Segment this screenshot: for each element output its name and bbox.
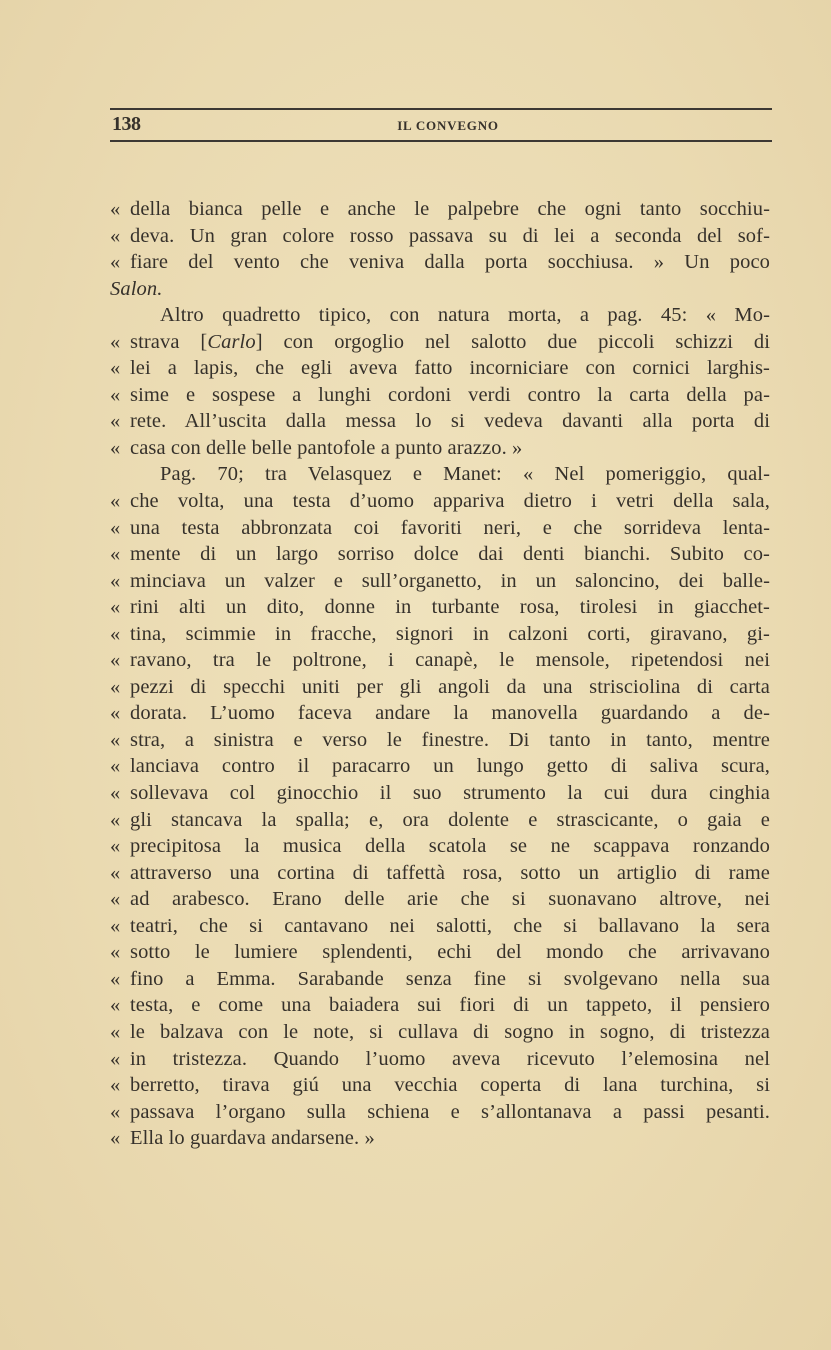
line-text: sotto le lumiere splendenti, echi del mondo che arrivavano bbox=[130, 941, 770, 964]
text-line bbox=[110, 1099, 770, 1126]
quote-mark: « bbox=[110, 622, 121, 645]
running-title: IL CONVEGNO bbox=[397, 118, 499, 133]
line-text: berretto, tirava giú una vecchia coperta di lana turchina, si bbox=[130, 1074, 770, 1097]
quote-mark: « bbox=[110, 436, 121, 459]
text-line bbox=[110, 913, 770, 940]
line-text: casa con delle belle pantofole a punto arazzo. » bbox=[130, 436, 523, 459]
line-text: rete. All’uscita dalla messa lo si vedeva davanti alla porta di bbox=[130, 410, 770, 433]
line-text: attraverso una cortina di taffettà rosa, sotto un artiglio di rame bbox=[130, 861, 770, 884]
line-text: sime e sospese a lunghi cordoni verdi contro la carta della pa- bbox=[130, 383, 770, 406]
line-text: passava l’organo sulla schiena e s’allontanava a passi pesanti. bbox=[130, 1100, 770, 1123]
running-header bbox=[110, 108, 772, 142]
quote-mark: « bbox=[110, 1020, 121, 1043]
quote-mark: « bbox=[110, 755, 121, 778]
text-line bbox=[110, 1072, 770, 1099]
text-line bbox=[110, 408, 770, 435]
quote-mark: « bbox=[110, 702, 121, 725]
quote-mark: « bbox=[110, 914, 121, 937]
quote-mark: « bbox=[110, 596, 121, 619]
text-line bbox=[110, 621, 770, 648]
quote-mark: « bbox=[110, 808, 121, 831]
line-text: precipitosa la musica della scatola se ne scappava ronzando bbox=[130, 835, 770, 858]
quote-mark: « bbox=[110, 994, 121, 1017]
line-text: le balzava con le note, si cullava di sogno in sogno, di tristezza bbox=[130, 1020, 770, 1043]
line-text: teatri, che si cantavano nei salotti, che si ballavano la sera bbox=[130, 914, 770, 937]
quote-mark: « bbox=[110, 1074, 121, 1097]
quote-mark: « bbox=[110, 728, 121, 751]
text-line bbox=[110, 435, 770, 462]
text-line bbox=[110, 833, 770, 860]
text-line bbox=[110, 1046, 770, 1073]
line-text: tina, scimmie in fracche, signori in calzoni corti, giravano, gi- bbox=[130, 622, 770, 645]
quote-mark: « bbox=[110, 490, 121, 513]
text-line bbox=[110, 223, 770, 250]
line-text: della bianca pelle e anche le palpebre che ogni tanto socchiu- bbox=[130, 198, 770, 220]
line-text: testa, e come una baiadera sui fiori di un tappeto, il pensiero bbox=[130, 994, 770, 1017]
quote-mark: « bbox=[110, 649, 121, 672]
line-text: deva. Un gran colore rosso passava su di lei a seconda del sof- bbox=[130, 224, 770, 247]
quote-mark: « bbox=[110, 782, 121, 805]
text-line bbox=[110, 966, 770, 993]
text-line bbox=[110, 594, 770, 621]
line-text: minciava un valzer e sull’organetto, in un saloncino, dei balle- bbox=[130, 569, 770, 592]
line-text: ] con orgoglio nel salotto due piccoli schizzi di bbox=[255, 330, 771, 353]
line-text: Salon. bbox=[110, 277, 163, 300]
line-text: ravano, tra le poltrone, i canapè, le mensole, ripetendosi nei bbox=[130, 649, 770, 672]
text-line bbox=[110, 860, 770, 887]
text-line bbox=[110, 461, 770, 488]
line-text: sollevava col ginocchio il suo strumento la cui dura cinghia bbox=[130, 782, 770, 805]
text-line bbox=[110, 886, 770, 913]
line-text: una testa abbronzata coi favoriti neri, e che sorrideva lenta- bbox=[130, 516, 770, 539]
line-text: ad arabesco. Erano delle arie che si suonavano altrove, nei bbox=[130, 888, 770, 911]
quote-mark: « bbox=[110, 330, 121, 353]
quote-mark: « bbox=[110, 861, 121, 884]
line-text: in tristezza. Quando l’uomo aveva ricevuto l’elemosina nel bbox=[130, 1047, 770, 1070]
line-text-italic: Carlo bbox=[207, 330, 256, 353]
line-text: che volta, una testa d’uomo appariva dietro i vetri della sala, bbox=[130, 490, 770, 513]
text-line bbox=[110, 992, 770, 1019]
quote-mark: « bbox=[110, 941, 121, 964]
text-line bbox=[110, 647, 770, 674]
text-line bbox=[110, 1125, 770, 1152]
line-text: fiare del vento che veniva dalla porta socchiusa. » Un poco bbox=[130, 251, 770, 274]
quote-mark: « bbox=[110, 835, 121, 858]
header-rule-top bbox=[110, 108, 772, 110]
quote-mark: « bbox=[110, 675, 121, 698]
text-line bbox=[110, 382, 770, 409]
line-text: lei a lapis, che egli aveva fatto incorniciare con cornici larghis- bbox=[130, 357, 770, 380]
text-line bbox=[110, 276, 770, 303]
header-rule-bottom bbox=[110, 140, 772, 142]
body-text bbox=[110, 196, 770, 1152]
line-text: mente di un largo sorriso dolce dai denti bianchi. Subito co- bbox=[130, 543, 770, 566]
quote-mark: « bbox=[110, 543, 121, 566]
quote-mark: « bbox=[110, 1100, 121, 1123]
quote-mark: « bbox=[110, 224, 121, 247]
quote-mark: « bbox=[110, 198, 121, 220]
quote-mark: « bbox=[110, 569, 121, 592]
text-line bbox=[110, 939, 770, 966]
page-number: 138 bbox=[112, 113, 141, 135]
quote-mark: « bbox=[110, 888, 121, 911]
quote-mark: « bbox=[110, 967, 121, 990]
quote-mark: « bbox=[110, 1127, 121, 1150]
text-line bbox=[110, 700, 770, 727]
text-line bbox=[110, 568, 770, 595]
text-line bbox=[110, 753, 770, 780]
text-line bbox=[110, 515, 770, 542]
text-line bbox=[110, 302, 770, 329]
text-line bbox=[110, 1019, 770, 1046]
quote-mark: « bbox=[110, 251, 121, 274]
line-text: strava [ bbox=[130, 330, 208, 353]
quote-mark: « bbox=[110, 410, 121, 433]
text-line bbox=[110, 329, 770, 356]
line-text: pezzi di specchi uniti per gli angoli da una strisciolina di carta bbox=[130, 675, 770, 698]
text-line bbox=[110, 355, 770, 382]
text-line bbox=[110, 674, 770, 701]
line-text: Ella lo guardava andarsene. » bbox=[130, 1127, 375, 1150]
text-line bbox=[110, 727, 770, 754]
line-text: rini alti un dito, donne in turbante rosa, tirolesi in giacchet- bbox=[130, 596, 770, 619]
text-line bbox=[110, 807, 770, 834]
quote-mark: « bbox=[110, 357, 121, 380]
text-line bbox=[110, 488, 770, 515]
text-line bbox=[110, 780, 770, 807]
line-text: Altro quadretto tipico, con natura morta, a pag. 45: « Mo- bbox=[160, 304, 770, 327]
text-line bbox=[110, 196, 770, 223]
line-text: dorata. L’uomo faceva andare la manovella guardando a de- bbox=[130, 702, 770, 725]
line-text: stra, a sinistra e verso le finestre. Di tanto in tanto, mentre bbox=[130, 728, 770, 751]
quote-mark: « bbox=[110, 1047, 121, 1070]
text-line bbox=[110, 249, 770, 276]
line-text: Pag. 70; tra Velasquez e Manet: « Nel pomeriggio, qual- bbox=[160, 463, 770, 486]
text-line bbox=[110, 541, 770, 568]
line-text: fino a Emma. Sarabande senza fine si svolgevano nella sua bbox=[130, 967, 770, 990]
quote-mark: « bbox=[110, 383, 121, 406]
quote-mark: « bbox=[110, 516, 121, 539]
line-text: lanciava contro il paracarro un lungo getto di saliva scura, bbox=[130, 755, 770, 778]
line-text: gli stancava la spalla; e, ora dolente e strascicante, o gaia e bbox=[130, 808, 770, 831]
